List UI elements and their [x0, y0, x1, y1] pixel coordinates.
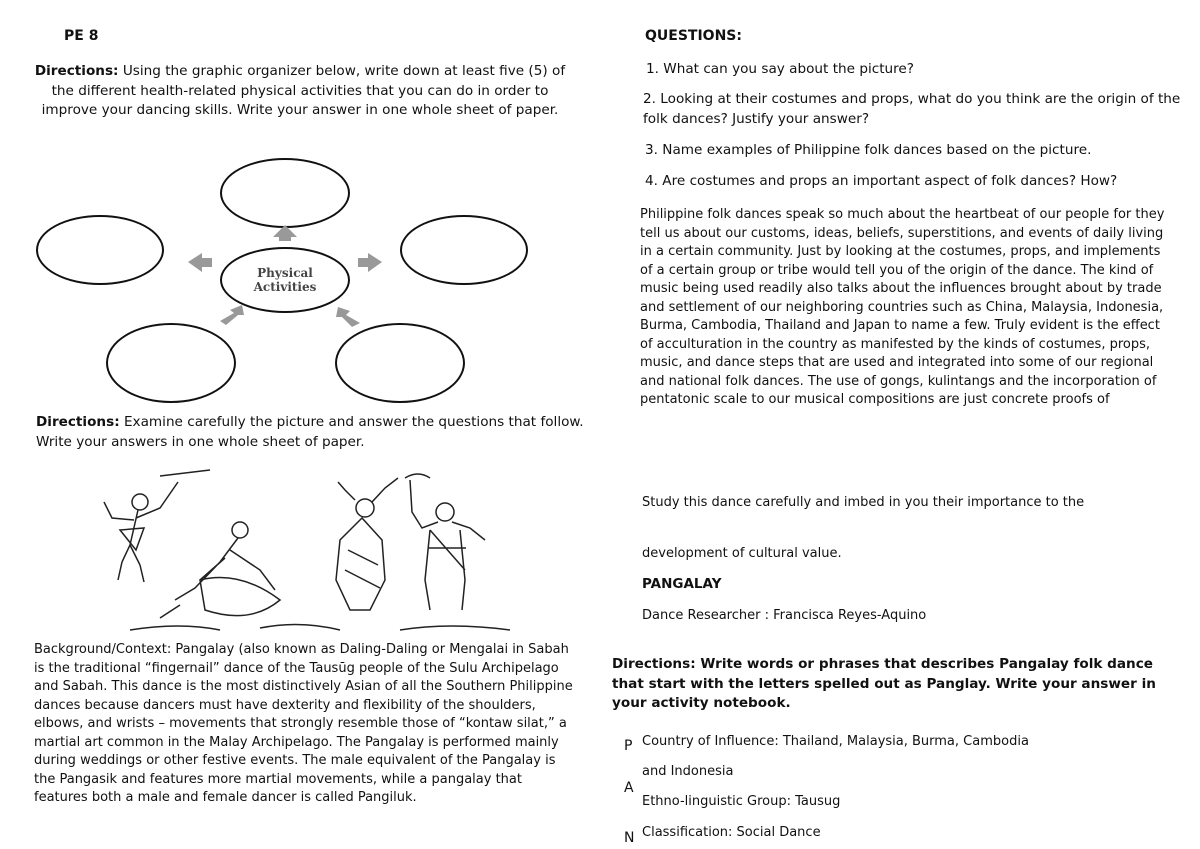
- question-4: 4. Are costumes and props an important aspect of folk dances? How?: [645, 173, 1118, 189]
- directions-text: Examine carefully the picture and answer the questions that follow. Write your answers in one whole sheet of paper.: [36, 414, 584, 450]
- pangalay-title: PANGALAY: [642, 576, 722, 592]
- directions-picture: [36, 413, 586, 452]
- folk-dance-paragraph: Philippine folk dances speak so much about the heartbeat of our people for they tell us about our customs, ideas, beliefs, superstitions, and events of daily living in a certain community. Just by looking at the costumes, props, and implements of a certain group or tribe would tell you of the origin of the dance. The kind of music being used readily also talks about the influences brought about by trade and settlement of our neighboring countries such as China, Malaysia, Indonesia, Burma, Cambodia, Thailand and Japan to name a few. Truly evident is the effect of acculturation in the country as manifested by the kinds of costumes, props, music, and dance steps that are used and integrated into some of our regional and national folk dances. The use of gongs, kulintangs and the incorporation of pentatonic scale to our musical compositions are just concrete proofs of: [640, 207, 1165, 407]
- page-title: PE 8: [64, 28, 99, 44]
- organizer-center-line2: Activities: [253, 280, 317, 294]
- dance-classification: Classification: Social Dance: [642, 825, 821, 840]
- directions-pangalay: Directions: Write words or phrases that describes Pangalay folk dance that start with the letters spelled out as Panglay. Write your answer in your activity notebook.: [612, 656, 1156, 711]
- dancer-4-figure: [405, 474, 485, 610]
- directions-organizer: [30, 62, 570, 121]
- directions-text: Using the graphic organizer below, write down at least five (5) of the different health-related physical activities that you can do in order to improve your dancing skills. Write your answer in one whole sheet of paper.: [41, 63, 566, 118]
- ground-line: [130, 624, 510, 630]
- background-context: Background/Context: Pangalay (also known as Daling-Daling or Mengalai in Sabah is the traditional “fingernail” dance of the Tausūg people of the Sulu Archipelago and Sabah. This dance is the most distinctively Asian of all the Southern Philippine dances because dancers must have dexterity and flexibility of the shoulders, elbows, and wrists – movements that strongly resemble those of “kontaw silat,” a martial art common in the Malay Archipelago. The Pangalay is performed mainly during weddings or other festive events. The male equivalent of the Pangalay is the Pangasik and features more martial movements, while a pangalay that features both a male and female dancer is called Pangiluk.: [34, 642, 573, 805]
- dance-researcher: Dance Researcher : Francisca Reyes-Aquino: [642, 608, 927, 623]
- influence-line-1: Country of Influence: Thailand, Malaysia, Burma, Cambodia: [642, 734, 1029, 749]
- arrow-left-icon: [188, 253, 212, 272]
- arrow-right-icon: [358, 253, 382, 272]
- directions-label: Directions:: [36, 414, 120, 430]
- question-3: 3. Name examples of Philippine folk dances based on the picture.: [645, 142, 1092, 158]
- acrostic-letter-a: A: [624, 780, 634, 796]
- organizer-center-line1: Physical: [257, 266, 313, 280]
- arrow-down-left-icon: [220, 305, 244, 325]
- graphic-organizer: [30, 155, 500, 390]
- question-1: 1. What can you say about the picture?: [646, 61, 915, 77]
- dancer-2-figure: [160, 522, 280, 618]
- dancer-3-figure: [336, 478, 398, 610]
- dancer-1-figure: [104, 470, 210, 582]
- question-2: 2. Looking at their costumes and props, what do you think are the origin of the folk dances? Justify your answer?: [643, 91, 1181, 127]
- acrostic-letter-n: N: [624, 830, 635, 846]
- arrow-down-right-icon: [336, 307, 360, 327]
- study-text-1: Study this dance carefully and imbed in you their importance to the: [642, 495, 1085, 510]
- directions-label: Directions:: [34, 63, 119, 79]
- study-text-2: development of cultural value.: [642, 546, 842, 561]
- organizer-arrows: [30, 155, 500, 390]
- arrow-up-icon: [273, 225, 297, 241]
- questions-title: QUESTIONS:: [645, 28, 742, 44]
- ethno-linguistic-group: Ethno-linguistic Group: Tausug: [642, 794, 841, 809]
- acrostic-letter-p: P: [624, 738, 633, 754]
- influence-line-2: and Indonesia: [642, 764, 734, 779]
- dancers-illustration: [100, 470, 540, 635]
